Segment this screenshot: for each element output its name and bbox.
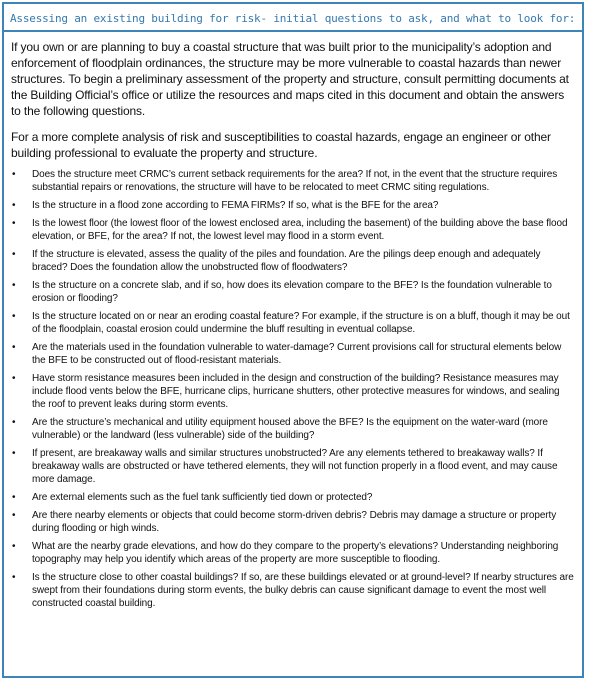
question-text: Are the materials used in the foundation vulnerable to water-damage? Current provisions call for structural elements below the BFE to be constructed out of flood-resistant materials. — [32, 342, 562, 366]
bullet-icon: • — [12, 200, 16, 211]
bullet-icon: • — [12, 572, 16, 583]
bullet-icon: • — [12, 169, 16, 180]
bullet-icon: • — [12, 342, 16, 353]
question-text: Have storm resistance measures been included in the design and construction of the building? Resistance measures may include flood vents below the BFE, hurricane clips, hurricane shutters, other protective measures for windows, and sealing the roof to prevent leaks during storm events. — [32, 373, 560, 410]
list-item — [4, 491, 574, 504]
bullet-icon: • — [12, 280, 16, 291]
box-title: Assessing an existing building for risk- initial questions to ask, and what to look for: — [10, 12, 576, 25]
question-text: Are there nearby elements or objects that could become storm-driven debris? Debris may damage a structure or property during flooding or high winds. — [32, 510, 557, 534]
info-box — [2, 2, 584, 678]
list-item — [4, 199, 574, 212]
bullet-icon: • — [12, 373, 16, 384]
question-list — [4, 168, 574, 610]
list-item — [4, 372, 574, 411]
list-item — [4, 248, 574, 274]
question-text: Are external elements such as the fuel tank sufficiently tied down or protected? — [32, 492, 373, 503]
intro-paragraph: If you own or are planning to buy a coastal structure that was built prior to the municipality’s adoption and enforcement of floodplain ordinances, the structure may be more vulnerable to coastal hazards than newer structures. To begin a preliminary assessment of the property and structure, consult permitting documents at the Building Official’s office or utilize the resources and maps cited in this document and obtain the answers to the following questions. — [11, 40, 569, 118]
list-item — [4, 540, 574, 566]
question-text: Is the structure located on or near an eroding coastal feature? For example, if the structure is on a bluff, though it may be out of the floodplain, coastal erosion could undermine the bluff resulting in eventual collapse. — [32, 311, 570, 335]
question-text: What are the nearby grade elevations, and how do they compare to the property’s elevations? Understanding neighboring topography may help you identify which areas of the property are more susceptible to flooding. — [32, 541, 559, 565]
question-text: Is the structure in a flood zone according to FEMA FIRMs? If so, what is the BFE for the area? — [32, 200, 439, 211]
question-text: Is the structure on a concrete slab, and if so, how does its elevation compare to the BFE? Is the foundation vulnerable to erosion or flooding? — [32, 280, 552, 304]
question-text: Are the structure’s mechanical and utility equipment housed above the BFE? Is the equipment on the water-ward (more vulnerable) or the landward (less vulnerable) side of the building? — [32, 417, 548, 441]
bullet-icon: • — [12, 311, 16, 322]
bullet-icon: • — [12, 541, 16, 552]
bullet-icon: • — [12, 249, 16, 260]
list-item — [4, 217, 574, 243]
bullet-icon: • — [12, 417, 16, 428]
bullet-icon: • — [12, 492, 16, 503]
intro-paragraph: For a more complete analysis of risk and susceptibilities to coastal hazards, engage an engineer or other building professional to evaluate the property and structure. — [11, 130, 551, 160]
list-item — [4, 279, 574, 305]
title-divider — [4, 30, 582, 32]
bullet-icon: • — [12, 510, 16, 521]
bullet-icon: • — [12, 218, 16, 229]
list-item — [4, 571, 574, 610]
list-item — [4, 447, 574, 486]
list-item — [4, 168, 574, 194]
question-text: If the structure is elevated, assess the quality of the piles and foundation. Are the pilings deep enough and adequately braced? Does the foundation allow the unobstructed flow of floodwaters? — [32, 249, 541, 273]
bullet-icon: • — [12, 448, 16, 459]
question-text: Does the structure meet CRMC’s current setback requirements for the area? If not, in the event that the structure requires substantial repairs or renovations, the structure will have to be relocated to meet CRMC siting regulations. — [32, 169, 558, 193]
question-text: Is the structure close to other coastal buildings? If so, are these buildings elevated or at ground-level? If nearby structures are swept from their foundations during storm events, the bulky debris can cause significant damage to event the most well constructed coastal building. — [32, 572, 574, 609]
list-item — [4, 310, 574, 336]
list-item — [4, 341, 574, 367]
question-text: If present, are breakaway walls and similar structures unobstructed? Are any elements tethered to breakaway walls? If breakaway walls are obstructed or have tethered elements, they will not function properly in a flood event, and may cause more damage. — [32, 448, 558, 485]
list-item — [4, 416, 574, 442]
question-text: Is the lowest floor (the lowest floor of the lowest enclosed area, including the basement) of the building above the base flood elevation, or BFE, for the area? If not, the lowest level may flood in a storm event. — [32, 218, 568, 242]
list-item — [4, 509, 574, 535]
